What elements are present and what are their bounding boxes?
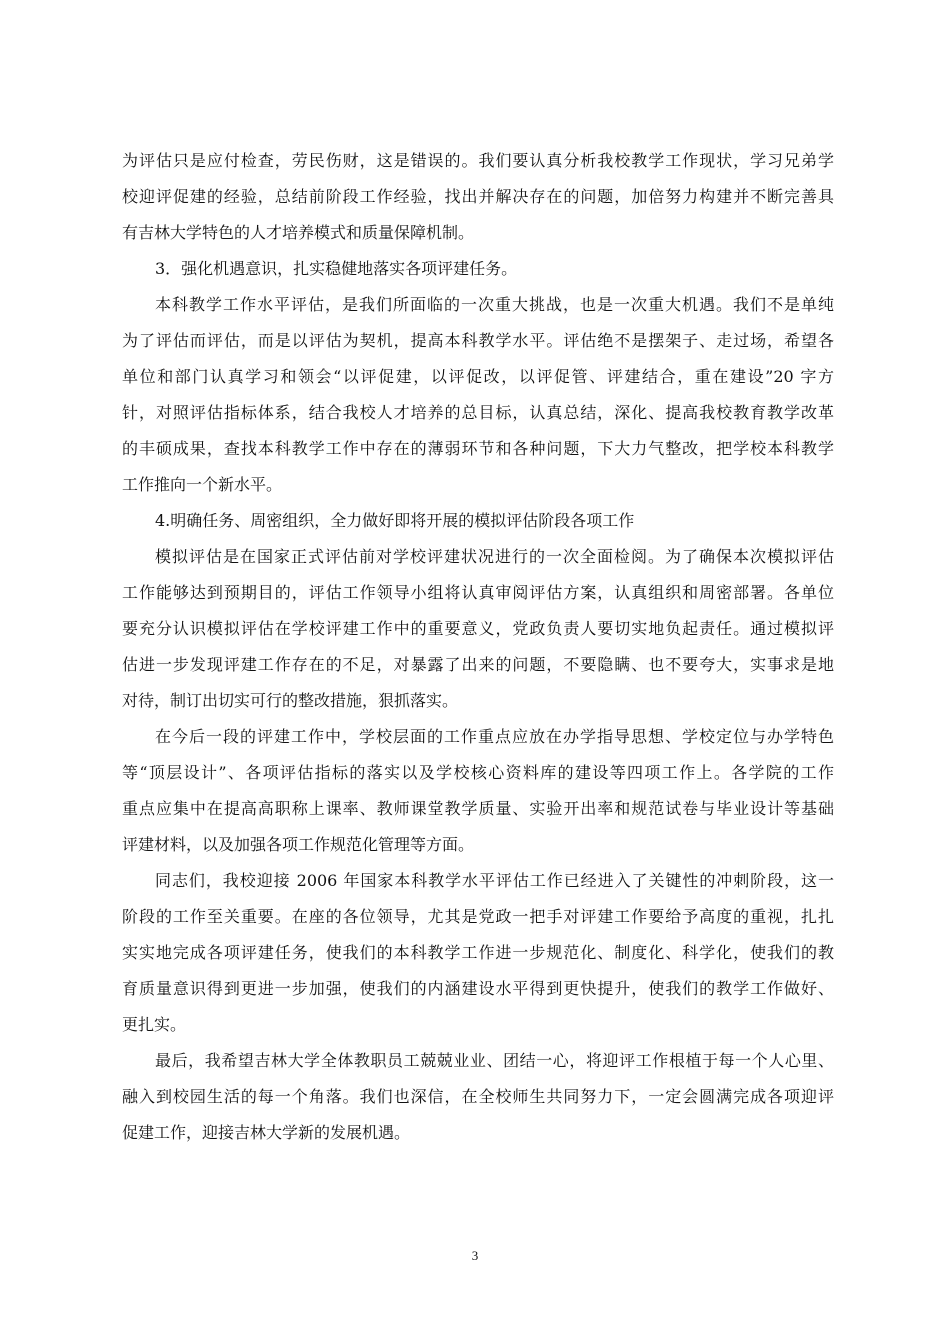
text-line: 模拟评估是在国家正式评估前对学校评建状况进行的一次全面检阅。为了确保本次模拟评估 bbox=[155, 547, 834, 566]
text-line: 重点应集中在提高高职称上课率、教师课堂教学质量、实验开出率和规范试卷与毕业设计等基础 bbox=[122, 799, 834, 818]
text-line: 有吉林大学特色的人才培养模式和质量保障机制。 bbox=[122, 223, 475, 242]
text-line: 阶段的工作至关重要。在座的各位领导，尤其是党政一把手对评建工作要给予高度的重视，扎扎 bbox=[122, 907, 834, 926]
text-line: 的丰硕成果，查找本科教学工作中存在的薄弱环节和各种问题，下大力气整改，把学校本科教学 bbox=[122, 439, 834, 458]
text-line: 在今后一段的评建工作中，学校层面的工作重点应放在办学指导思想、学校定位与办学特色 bbox=[155, 727, 834, 746]
text-line: 工作能够达到预期目的，评估工作领导小组将认真审阅评估方案，认真组织和周密部署。各单位 bbox=[122, 583, 834, 602]
text-line: 实实地完成各项评建任务，使我们的本科教学工作进一步规范化、制度化、科学化，使我们的教 bbox=[122, 943, 834, 962]
section-heading-3: 3．强化机遇意识，扎实稳健地落实各项评建任务。 bbox=[155, 259, 518, 278]
text-line: 针，对照评估指标体系，结合我校人才培养的总目标，认真总结，深化、提高我校教育教学改革 bbox=[122, 403, 834, 422]
text-line: 本科教学工作水平评估，是我们所面临的一次重大挑战，也是一次重大机遇。我们不是单纯 bbox=[155, 295, 834, 314]
text-line: 更扎实。 bbox=[122, 1015, 187, 1034]
text-line: 为了评估而评估，而是以评估为契机，提高本科教学水平。评估绝不是摆架子、走过场，希望各 bbox=[122, 331, 834, 350]
text-line: 单位和部门认真学习和领会“以评促建，以评促改，以评促管、评建结合，重在建设”20 字方 bbox=[122, 367, 834, 386]
text-line: 对待，制订出切实可行的整改措施，狠抓落实。 bbox=[122, 691, 459, 710]
text-line: 为评估只是应付检查，劳民伤财，这是错误的。我们要认真分析我校教学工作现状，学习兄弟学 bbox=[122, 151, 834, 170]
text-line: 同志们，我校迎接 2006 年国家本科教学水平评估工作已经进入了关键性的冲刺阶段，这一 bbox=[155, 871, 834, 890]
document-body bbox=[122, 143, 834, 1151]
text-line: 估进一步发现评建工作存在的不足，对暴露了出来的问题，不要隐瞒、也不要夸大，实事求是地 bbox=[122, 655, 834, 674]
text-line: 育质量意识得到更进一步加强，使我们的内涵建设水平得到更快提升，使我们的教学工作做好、 bbox=[122, 979, 834, 998]
section-heading-4: 4.明确任务、周密组织，全力做好即将开展的模拟评估阶段各项工作 bbox=[155, 511, 635, 530]
page-number: 3 bbox=[471, 1248, 479, 1263]
text-line: 校迎评促建的经验，总结前阶段工作经验，找出并解决存在的问题，加倍努力构建并不断完善具 bbox=[122, 187, 834, 206]
text-line: 促建工作，迎接吉林大学新的发展机遇。 bbox=[122, 1123, 411, 1142]
text-line: 工作推向一个新水平。 bbox=[122, 475, 283, 494]
text-line: 等“顶层设计”、各项评估指标的落实以及学校核心资料库的建设等四项工作上。各学院的工作 bbox=[122, 763, 834, 782]
text-line: 评建材料，以及加强各项工作规范化管理等方面。 bbox=[122, 835, 475, 854]
text-line: 最后，我希望吉林大学全体教职员工兢兢业业、团结一心，将迎评工作根植于每一个人心里、 bbox=[155, 1051, 834, 1070]
text-line: 融入到校园生活的每一个角落。我们也深信，在全校师生共同努力下，一定会圆满完成各项迎评 bbox=[122, 1087, 834, 1106]
text-line: 要充分认识模拟评估在学校评建工作中的重要意义，党政负责人要切实地负起责任。通过模拟评 bbox=[122, 619, 834, 638]
